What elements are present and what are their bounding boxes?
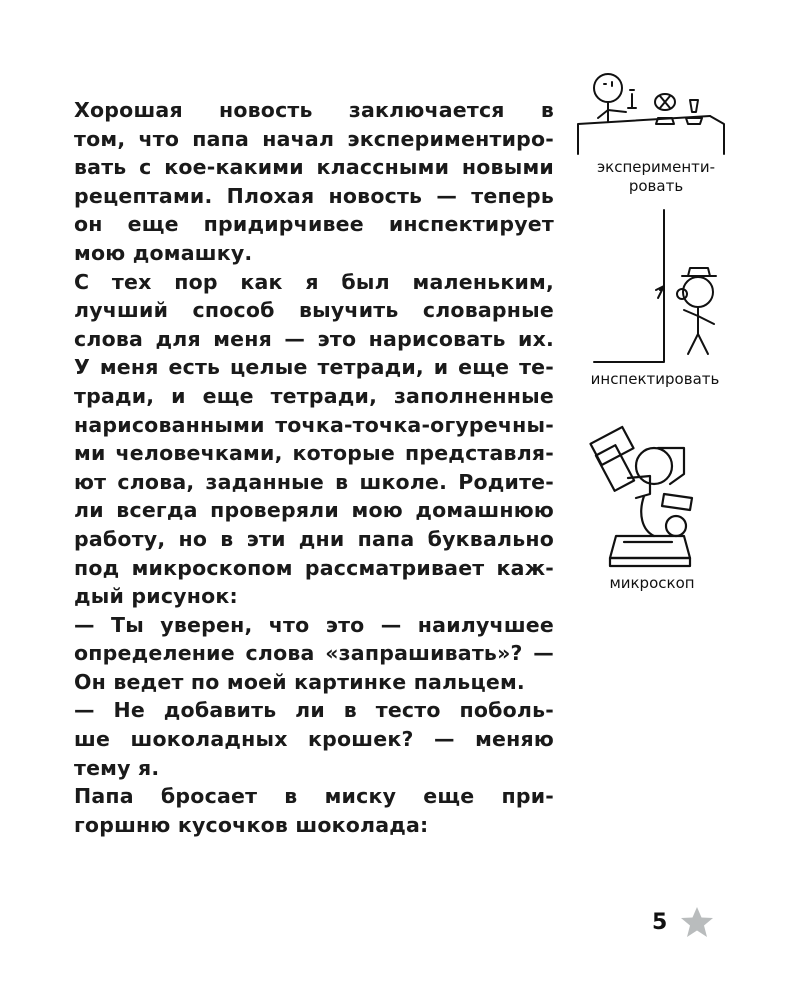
body-text	[74, 96, 554, 839]
text-line: лучший способ выучить словарные	[74, 298, 554, 323]
text-line: рецептами. Плохая новость — теперь	[74, 183, 554, 208]
text-line: дый рисунок:	[74, 584, 238, 609]
caption-experiment-line2: ровать	[628, 177, 684, 195]
text-line: С тех пор как я был маленьким,	[74, 269, 554, 294]
page-number: 5	[652, 910, 668, 935]
inspect-illustration	[590, 206, 740, 366]
caption-inspect: инспектировать	[590, 370, 720, 388]
text-line: нарисованными точка-точка-огуречны-	[74, 412, 554, 437]
caption-experiment	[576, 158, 736, 196]
text-line: — Не добавить ли в тесто поболь-	[74, 698, 554, 723]
text-line: ют слова, заданные в школе. Родите-	[74, 469, 554, 494]
caption-experiment-line1: эксперименти-	[596, 158, 716, 176]
text-line: тради, и еще тетради, заполненные	[74, 383, 554, 408]
text-line: под микроскопом рассматривает каж-	[74, 555, 554, 580]
text-line: том, что папа начал экспериментиро-	[74, 126, 554, 151]
experiment-illustration	[570, 66, 730, 156]
star-icon	[680, 906, 714, 938]
text-line: определение слова «запрашивать»? —	[74, 641, 554, 666]
text-line: — Ты уверен, что это — наилучшее	[74, 612, 554, 637]
text-line: мою домашку.	[74, 240, 253, 265]
text-line: работу, но в эти дни папа буквально	[74, 526, 554, 551]
text-line: слова для меня — это нарисовать их.	[74, 326, 554, 351]
text-line: У меня есть целые тетради, и еще те-	[74, 355, 554, 380]
text-line: вать с кое-какими классными новыми	[74, 155, 554, 180]
text-line: Он ведет по моей картинке пальцем.	[74, 669, 525, 694]
text-line: он еще придирчивее инспектирует	[74, 212, 554, 237]
text-line: тему я.	[74, 755, 160, 780]
text-line: Папа бросает в миску еще при-	[74, 784, 554, 809]
text-line: ли всегда проверяли мою домашнюю	[74, 498, 554, 523]
text-line: горшню кусочков шоколада:	[74, 812, 429, 837]
microscope-illustration	[588, 418, 708, 568]
text-line: Хорошая новость заключается в	[74, 98, 554, 122]
caption-microscope: микроскоп	[609, 574, 695, 592]
text-line: ми человечками, которые представля-	[74, 441, 554, 466]
text-line: ше шоколадных крошек? — меняю	[74, 727, 554, 752]
